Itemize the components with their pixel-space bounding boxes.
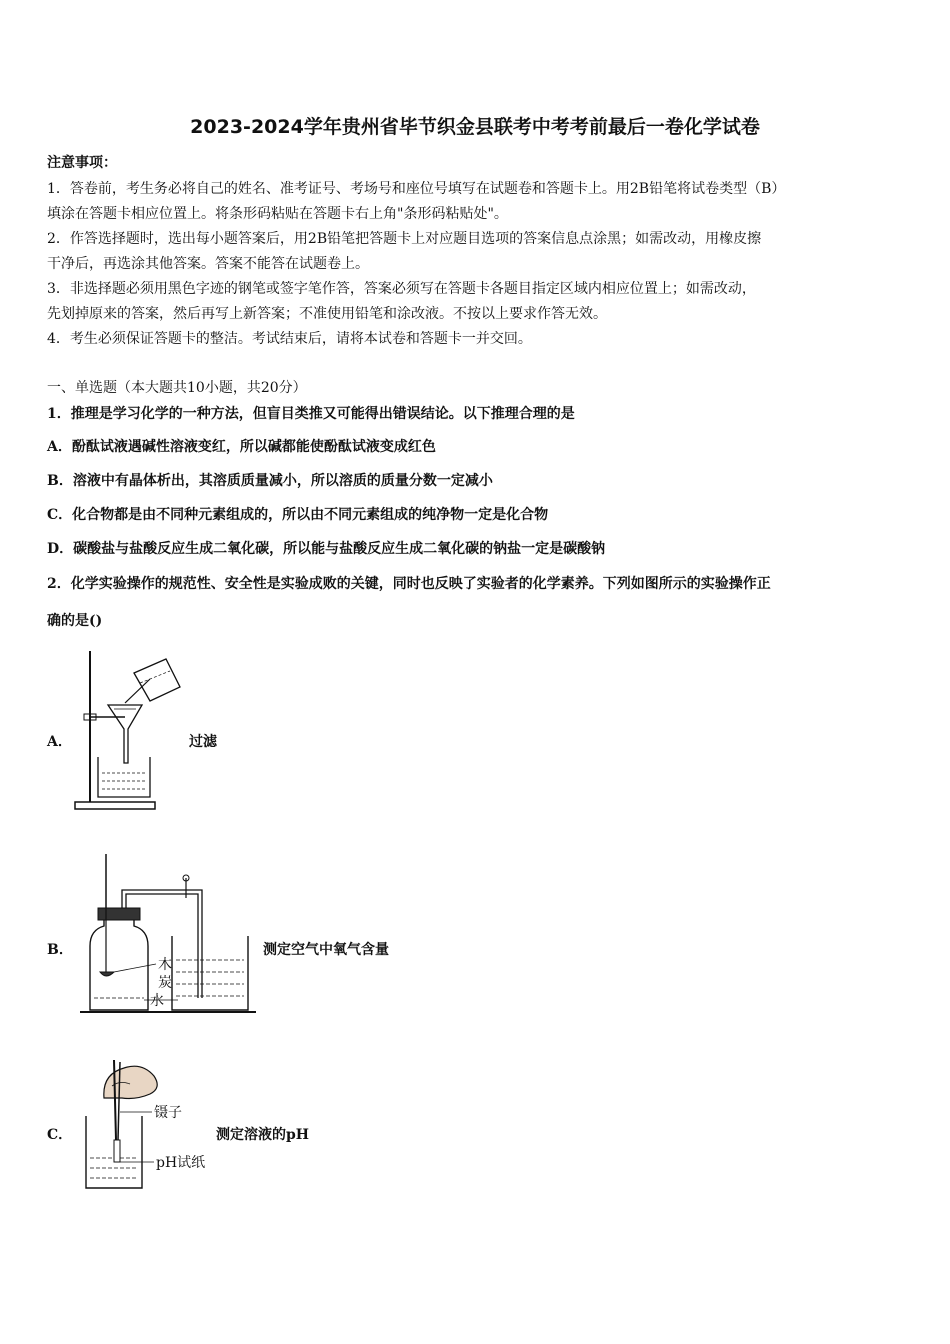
question-2-option-a-letter[interactable]: A． <box>47 734 72 750</box>
oxygen-content-apparatus-figure <box>78 848 260 1018</box>
question-1-option-d[interactable]: D．碳酸盐与盐酸反应生成二氧化碳，所以能与盐酸反应生成二氧化碳的钠盐一定是碳酸钠 <box>47 541 606 557</box>
notice-line: 4．考生必须保证答题卡的整洁。考试结束后，请将本试卷和答题卡一并交回。 <box>47 331 532 347</box>
notice-line: 3．非选择题必须用黑色字迹的钢笔或签字笔作答，答案必须写在答题卡各题目指定区域内相应位置上；如需改动， <box>47 281 756 297</box>
notice-line: 2．作答选择题时，选出每小题答案后，用2B铅笔把答题卡上对应题目选项的答案信息点涂黑；如需改动，用橡皮擦 <box>47 231 762 247</box>
ph-test-apparatus-figure <box>80 1054 220 1194</box>
notice-heading: 注意事项： <box>47 155 117 171</box>
question-1-option-c[interactable]: C．化合物都是由不同种元素组成的，所以由不同元素组成的纯净物一定是化合物 <box>47 507 549 523</box>
notice-line: 干净后，再选涂其他答案。答案不能答在试题卷上。 <box>47 256 369 272</box>
question-2-stem: 2．化学实验操作的规范性、安全性是实验成败的关键，同时也反映了实验者的化学素养。下列如图所示的实验操作正 <box>47 576 771 592</box>
filtration-apparatus-figure <box>70 645 190 815</box>
question-2-option-b-letter[interactable]: B． <box>47 942 73 958</box>
label-tweezers: 镊子 <box>154 1105 182 1121</box>
notice-line: 先划掉原来的答案，然后再写上新答案；不准使用铅笔和涂改液。不按以上要求作答无效。 <box>47 306 607 322</box>
section-heading: 一、单选题（本大题共10小题，共20分） <box>47 380 307 396</box>
question-2-option-a-caption: 过滤 <box>189 734 217 750</box>
label-charcoal-1: 木 <box>158 957 172 973</box>
notice-line: 填涂在答题卡相应位置上。将条形码粘贴在答题卡右上角"条形码粘贴处"。 <box>47 206 508 222</box>
question-2-option-c-letter[interactable]: C． <box>47 1127 73 1143</box>
notice-line: 1．答卷前，考生务必将自己的姓名、准考证号、考场号和座位号填写在试题卷和答题卡上。用2B铅笔将试卷类型（B） <box>47 181 786 197</box>
exam-title: 2023-2024学年贵州省毕节织金县联考中考考前最后一卷化学试卷 <box>190 116 760 138</box>
question-1-option-a[interactable]: A．酚酞试液遇碱性溶液变红，所以碱都能使酚酞试液变成红色 <box>47 439 436 455</box>
question-2-stem-cont: 确的是() <box>47 613 103 629</box>
question-1-stem: 1．推理是学习化学的一种方法，但盲目类推又可能得出错误结论。以下推理合理的是 <box>47 406 575 422</box>
question-2-option-b-caption: 测定空气中氧气含量 <box>263 942 389 958</box>
label-ph-paper: pH试纸 <box>156 1155 206 1171</box>
label-charcoal-2: 炭 <box>158 975 172 991</box>
question-1-option-b[interactable]: B．溶液中有晶体析出，其溶质质量减小，所以溶质的质量分数一定减小 <box>47 473 493 489</box>
question-2-option-c-caption: 测定溶液的pH <box>216 1127 310 1143</box>
label-water: 水 <box>150 993 164 1009</box>
